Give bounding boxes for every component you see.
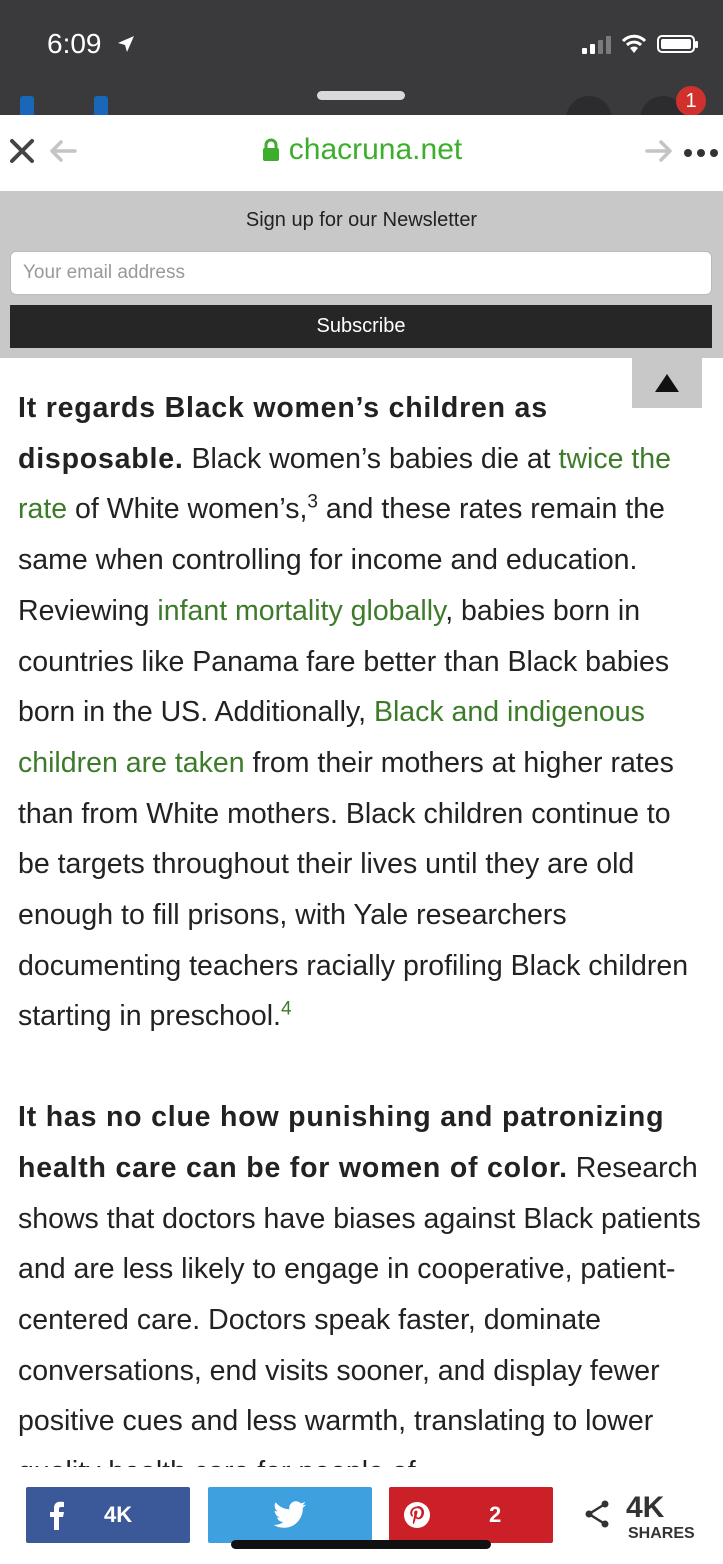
paragraph-heading: It has no clue how punishing and patronizing health care can be for women of color.: [18, 1101, 665, 1184]
facebook-icon: [46, 1500, 66, 1530]
pinterest-icon: [403, 1501, 431, 1529]
article-body: [18, 383, 708, 1498]
total-share-label: SHARES: [628, 1525, 695, 1542]
status-icons: [582, 32, 695, 56]
status-bar: [0, 0, 723, 115]
wifi-icon: [621, 34, 647, 54]
pinterest-share-button[interactable]: [389, 1487, 553, 1543]
sheet-grabber[interactable]: [317, 91, 405, 100]
forward-arrow-icon[interactable]: [644, 139, 674, 163]
link-children-taken[interactable]: Black and indigenous children are taken: [18, 696, 645, 779]
home-indicator: [231, 1540, 491, 1549]
email-input[interactable]: [10, 251, 712, 295]
facebook-count: 4K: [104, 1502, 133, 1527]
link-twice-the-rate[interactable]: twice the rate: [18, 442, 672, 526]
twitter-share-button[interactable]: [208, 1487, 372, 1543]
paragraph-heading: It regards Black women’s children as disposable.: [18, 392, 548, 475]
browser-navbar: [0, 115, 723, 191]
article-paragraph: It has no clue how punishing and patronizing health care can be for women of color. Research shows that doctors have biases against Black patients and are less likely to engage in cooperative, patient-centered care. Doctors speak faster, dominate conversations, end visits sooner, and display fewer positive cues and less warmth, translating to lower: [18, 1101, 701, 1438]
footnote-ref[interactable]: 3: [307, 491, 318, 513]
signal-icon: [582, 34, 611, 54]
browser-sheet: [0, 115, 723, 1564]
battery-icon: [657, 35, 695, 53]
more-icon[interactable]: [684, 149, 720, 157]
address-bar[interactable]: [0, 133, 723, 167]
total-shares: [584, 1491, 704, 1547]
newsletter-title: Sign up for our Newsletter: [245, 209, 478, 231]
share-icon: [584, 1499, 610, 1529]
link-infant-mortality[interactable]: infant mortality globally: [157, 594, 446, 627]
total-share-count: 4K: [626, 1491, 665, 1524]
pinterest-count: 2: [489, 1502, 502, 1527]
notification-badge: 1: [676, 86, 706, 116]
lock-icon: [261, 138, 281, 162]
subscribe-button[interactable]: Subscribe: [10, 305, 712, 348]
status-time: 6:09: [47, 28, 102, 59]
footnote-ref[interactable]: 4: [280, 998, 292, 1020]
article-paragraph: It regards Black women’s children as disposable. Black women’s babies die at twice the rate of White women’s,$^3$ and these rates remain the same when controlling for income and education. Reviewing infant mortality globally, babies born in countries like Panama fare better than Black babies born in the US. Additionally, Black and indigenous children are taken from their mothers at higher rates than from White mothers. Black children continue to be targets throughout their lives until they are old enough to fill prisons, with Yale researchers documenting teachers racially profiling Black children starting in preschool.$^4$: [18, 392, 689, 1033]
url-text: chacruna.net: [288, 133, 463, 166]
location-arrow-icon: [116, 34, 136, 54]
twitter-icon: [273, 1501, 307, 1529]
social-share-bar: [0, 1467, 723, 1564]
facebook-share-button[interactable]: [26, 1487, 190, 1543]
newsletter-signup: [0, 191, 723, 358]
